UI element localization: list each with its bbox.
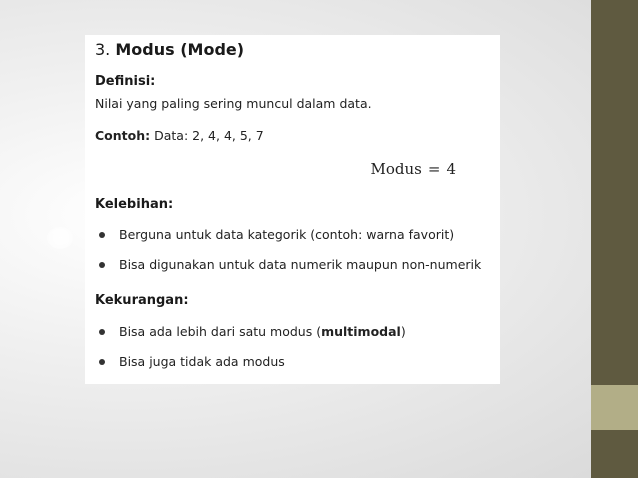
formula-equals: = xyxy=(427,160,441,178)
advantage-text: Bisa digunakan untuk data numerik maupun non-numerik xyxy=(119,257,482,272)
disadvantage-item xyxy=(99,354,285,369)
decorative-glow xyxy=(47,227,73,249)
disadvantage-text-bold: multimodal xyxy=(321,324,401,339)
disadvantage-item xyxy=(99,324,406,339)
formula-left: Modus xyxy=(370,160,422,178)
definition-text: Nilai yang paling sering muncul dalam data. xyxy=(95,96,372,111)
title-text: Modus (Mode) xyxy=(115,40,245,59)
slide-title xyxy=(95,40,244,59)
advantage-item xyxy=(99,227,454,242)
formula-right: 4 xyxy=(446,160,456,178)
definition-label: Definisi: xyxy=(95,74,156,89)
example-line xyxy=(95,128,264,143)
disadvantages-label: Kekurangan: xyxy=(95,293,189,308)
formula xyxy=(371,160,456,178)
disadvantage-text-suffix: ) xyxy=(400,324,406,339)
disadvantage-text: Bisa juga tidak ada modus xyxy=(119,354,285,369)
bullet-icon xyxy=(99,329,105,335)
bullet-icon xyxy=(99,262,105,268)
title-number: 3. xyxy=(95,40,111,59)
disadvantage-text-prefix: Bisa ada lebih dari satu modus ( xyxy=(119,324,322,339)
bullet-icon xyxy=(99,359,105,365)
side-accent-block xyxy=(591,385,638,430)
content-panel xyxy=(85,35,500,384)
advantages-label: Kelebihan: xyxy=(95,197,174,212)
bullet-icon xyxy=(99,232,105,238)
advantage-item xyxy=(99,257,481,272)
advantage-text: Berguna untuk data kategorik (contoh: warna favorit) xyxy=(119,227,455,242)
example-label: Contoh: xyxy=(95,128,151,143)
example-text: Data: 2, 4, 4, 5, 7 xyxy=(154,128,264,143)
